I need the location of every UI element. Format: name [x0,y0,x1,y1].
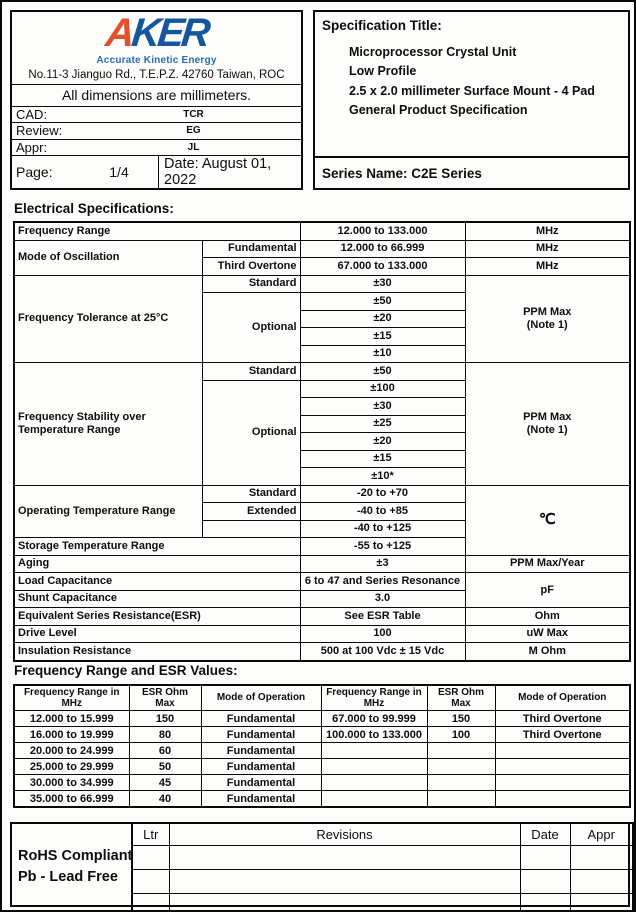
label-line: Temperature Range [18,423,121,436]
electrical-heading: Electrical Specifications: [14,201,174,216]
spec-title-box [313,10,630,190]
rev-cell [132,894,169,912]
spec-sublabel: Optional [202,380,300,485]
rohs-line: Pb - Lead Free [18,869,118,886]
esr-header-ohm: ESR Ohm Max [129,685,201,711]
spec-value: ±3 [300,555,465,573]
dimensions-note: All dimensions are millimeters. [12,85,301,107]
esr-ohm [427,743,495,759]
spec-title-lines [349,43,628,121]
rev-cell [570,846,633,870]
spec-label: Shunt Capacitance [14,590,300,608]
spec-value: ±100 [300,380,465,398]
spec-value: See ESR Table [300,608,465,626]
table-row [14,685,630,711]
esr-ohm: 50 [129,759,201,775]
table-row [14,275,630,293]
rohs-label [18,846,132,888]
spec-value: -40 to +125 [300,520,465,538]
cad-label: CAD: [16,107,48,123]
series-name: Series Name: C2E Series [315,156,628,188]
table-row [132,870,633,894]
page-row [12,156,301,188]
spec-value: ±20 [300,433,465,451]
label-line: Frequency Stability over [18,411,146,424]
rev-cell [520,846,570,870]
spec-value: -55 to +125 [300,538,465,556]
esr-range: 25.000 to 29.999 [14,759,129,775]
esr-mode: Fundamental [201,775,321,791]
table-row [14,573,630,591]
aker-logo [103,11,210,56]
spec-label: Drive Level [14,625,300,643]
spec-title-heading: Specification Title: [322,18,442,33]
spec-label: Load Capacitance [14,573,300,591]
spec-label: Equivalent Series Resistance(ESR) [14,608,300,626]
spec-sublabel: Optional [202,293,300,363]
esr-range: 12.000 to 15.999 [14,711,129,727]
esr-mode: Fundamental [201,791,321,808]
rev-cell [169,870,520,894]
logo-area [12,12,301,68]
esr-header-mode: Mode of Operation [495,685,630,711]
spec-value: ±10 [300,345,465,363]
rev-header-revisions: Revisions [169,823,520,846]
spec-label: Frequency Range [14,222,300,240]
spec-unit: PPM Max/Year [465,555,630,573]
spec-sublabel [202,520,300,538]
table-row [14,555,630,573]
review-value: EG [186,125,201,137]
review-row [12,123,301,139]
rev-header-date: Date [520,823,570,846]
spec-value: ±30 [300,398,465,416]
appr-label: Appr: [16,139,48,155]
spec-label: Storage Temperature Range [14,538,300,556]
esr-range: 30.000 to 34.999 [14,775,129,791]
table-row [14,363,630,381]
company-address: No.11-3 Jianguo Rd., T.E.P.Z. 42760 Taiwan, ROC [12,68,301,85]
esr-mode: Fundamental [201,743,321,759]
esr-mode: Third Overtone [495,727,630,743]
spec-sublabel: Third Overtone [202,258,300,276]
table-row [14,759,630,775]
table-row [14,643,630,661]
unit-line: (Note 1) [526,318,568,331]
table-row [14,791,630,808]
esr-range: 100.000 to 133.000 [321,727,427,743]
esr-header-mode: Mode of Operation [201,685,321,711]
electrical-table [13,221,631,662]
spec-value: ±20 [300,310,465,328]
table-row [132,823,633,846]
spec-value: ±15 [300,450,465,468]
esr-ohm [427,775,495,791]
spec-label: Mode of Oscillation [14,240,202,275]
rev-cell [570,870,633,894]
table-row [14,222,630,240]
esr-mode [495,775,630,791]
esr-ohm: 45 [129,775,201,791]
spec-unit: ℃ [465,485,630,555]
table-row [14,775,630,791]
appr-value: JL [187,141,200,153]
spec-sublabel: Extended [202,503,300,521]
spec-unit: M Ohm [465,643,630,661]
spec-label: Frequency Tolerance at 25°C [14,275,202,363]
logo-letters-ker: KER [129,11,210,56]
esr-range: 20.000 to 24.999 [14,743,129,759]
spec-value: ±50 [300,293,465,311]
esr-mode [495,791,630,808]
esr-range: 35.000 to 66.999 [14,791,129,808]
spec-value: 12.000 to 66.999 [300,240,465,258]
spec-unit: MHz [465,222,630,240]
spec-label: Aging [14,555,300,573]
spec-value: -40 to +85 [300,503,465,521]
spec-sublabel: Standard [202,485,300,503]
esr-ohm [427,791,495,808]
unit-line: PPM Max [523,306,572,319]
revisions-table [131,822,634,912]
table-row [132,894,633,912]
table-row [14,608,630,626]
spec-value: 67.000 to 133.000 [300,258,465,276]
esr-mode [495,759,630,775]
spec-unit [465,363,630,486]
rev-cell [132,846,169,870]
spec-value: ±30 [300,275,465,293]
spec-label: Insulation Resistance [14,643,300,661]
spec-value: -20 to +70 [300,485,465,503]
rohs-line: RoHS Compliant [18,848,133,864]
esr-mode [495,743,630,759]
spec-title-line: Microprocessor Crystal Unit [349,45,517,59]
table-row [14,711,630,727]
esr-range [321,791,427,808]
esr-header-range: Frequency Range in MHz [321,685,427,711]
rev-cell [520,870,570,894]
spec-title-line: General Product Specification [349,103,528,118]
esr-ohm [427,759,495,775]
spec-value: 12.000 to 133.000 [300,222,465,240]
appr-row [12,140,301,156]
esr-range [321,775,427,791]
rev-header-ltr: Ltr [132,823,169,846]
esr-mode: Fundamental [201,727,321,743]
esr-mode: Third Overtone [495,711,630,727]
rev-cell [169,894,520,912]
esr-mode: Fundamental [201,711,321,727]
esr-ohm: 100 [427,727,495,743]
rev-cell [520,894,570,912]
esr-ohm: 60 [129,743,201,759]
table-row [14,743,630,759]
spec-value: ±25 [300,415,465,433]
spec-value: 500 at 100 Vdc ± 15 Vdc [300,643,465,661]
spec-unit: pF [465,573,630,608]
esr-range [321,743,427,759]
table-row [132,846,633,870]
rev-cell [132,870,169,894]
spec-value: 3.0 [300,590,465,608]
logo-letter-a: A [103,11,135,56]
table-row [14,240,630,258]
esr-range: 16.000 to 19.999 [14,727,129,743]
esr-header-range: Frequency Range in MHz [14,685,129,711]
spec-sublabel: Standard [202,275,300,293]
esr-heading: Frequency Range and ESR Values: [14,663,238,678]
spec-unit: Ohm [465,608,630,626]
spec-unit: MHz [465,240,630,258]
page-number: 1/4 [109,164,129,180]
spec-value: ±10* [300,468,465,486]
esr-ohm: 150 [129,711,201,727]
spec-unit [465,275,630,363]
spec-unit: MHz [465,258,630,276]
rev-cell [169,846,520,870]
spec-value: ±50 [300,363,465,381]
unit-line: PPM Max [523,411,572,424]
logo-tagline: Accurate Kinetic Energy [96,55,217,67]
spec-title-line: 2.5 x 2.0 millimeter Surface Mount - 4 Pad [349,83,595,98]
esr-ohm: 40 [129,791,201,808]
table-row [14,625,630,643]
spec-sublabel: Fundamental [202,240,300,258]
esr-ohm: 80 [129,727,201,743]
table-row [14,485,630,503]
rev-cell [570,894,633,912]
spec-title-line: Low Profile [349,64,417,79]
spec-value: ±15 [300,328,465,346]
esr-mode: Fundamental [201,759,321,775]
spec-label [14,363,202,486]
rev-header-appr: Appr [570,823,633,846]
esr-table [13,684,631,808]
unit-line: (Note 1) [526,423,568,436]
spec-unit: uW Max [465,625,630,643]
esr-ohm: 150 [427,711,495,727]
page-label: Page: [16,164,53,180]
review-label: Review: [16,123,63,139]
spec-label: Operating Temperature Range [14,485,202,538]
date-value: Date: August 01, 2022 [158,156,301,188]
spec-sublabel: Standard [202,363,300,381]
table-row [14,727,630,743]
esr-range [321,759,427,775]
cad-value: TCR [183,109,204,121]
spec-value: 100 [300,625,465,643]
footer-box [10,822,630,907]
esr-range: 67.000 to 99.999 [321,711,427,727]
cad-row [12,107,301,123]
company-info-box [10,10,303,190]
spec-value: 6 to 47 and Series Resonance [300,573,465,591]
esr-header-ohm: ESR Ohm Max [427,685,495,711]
